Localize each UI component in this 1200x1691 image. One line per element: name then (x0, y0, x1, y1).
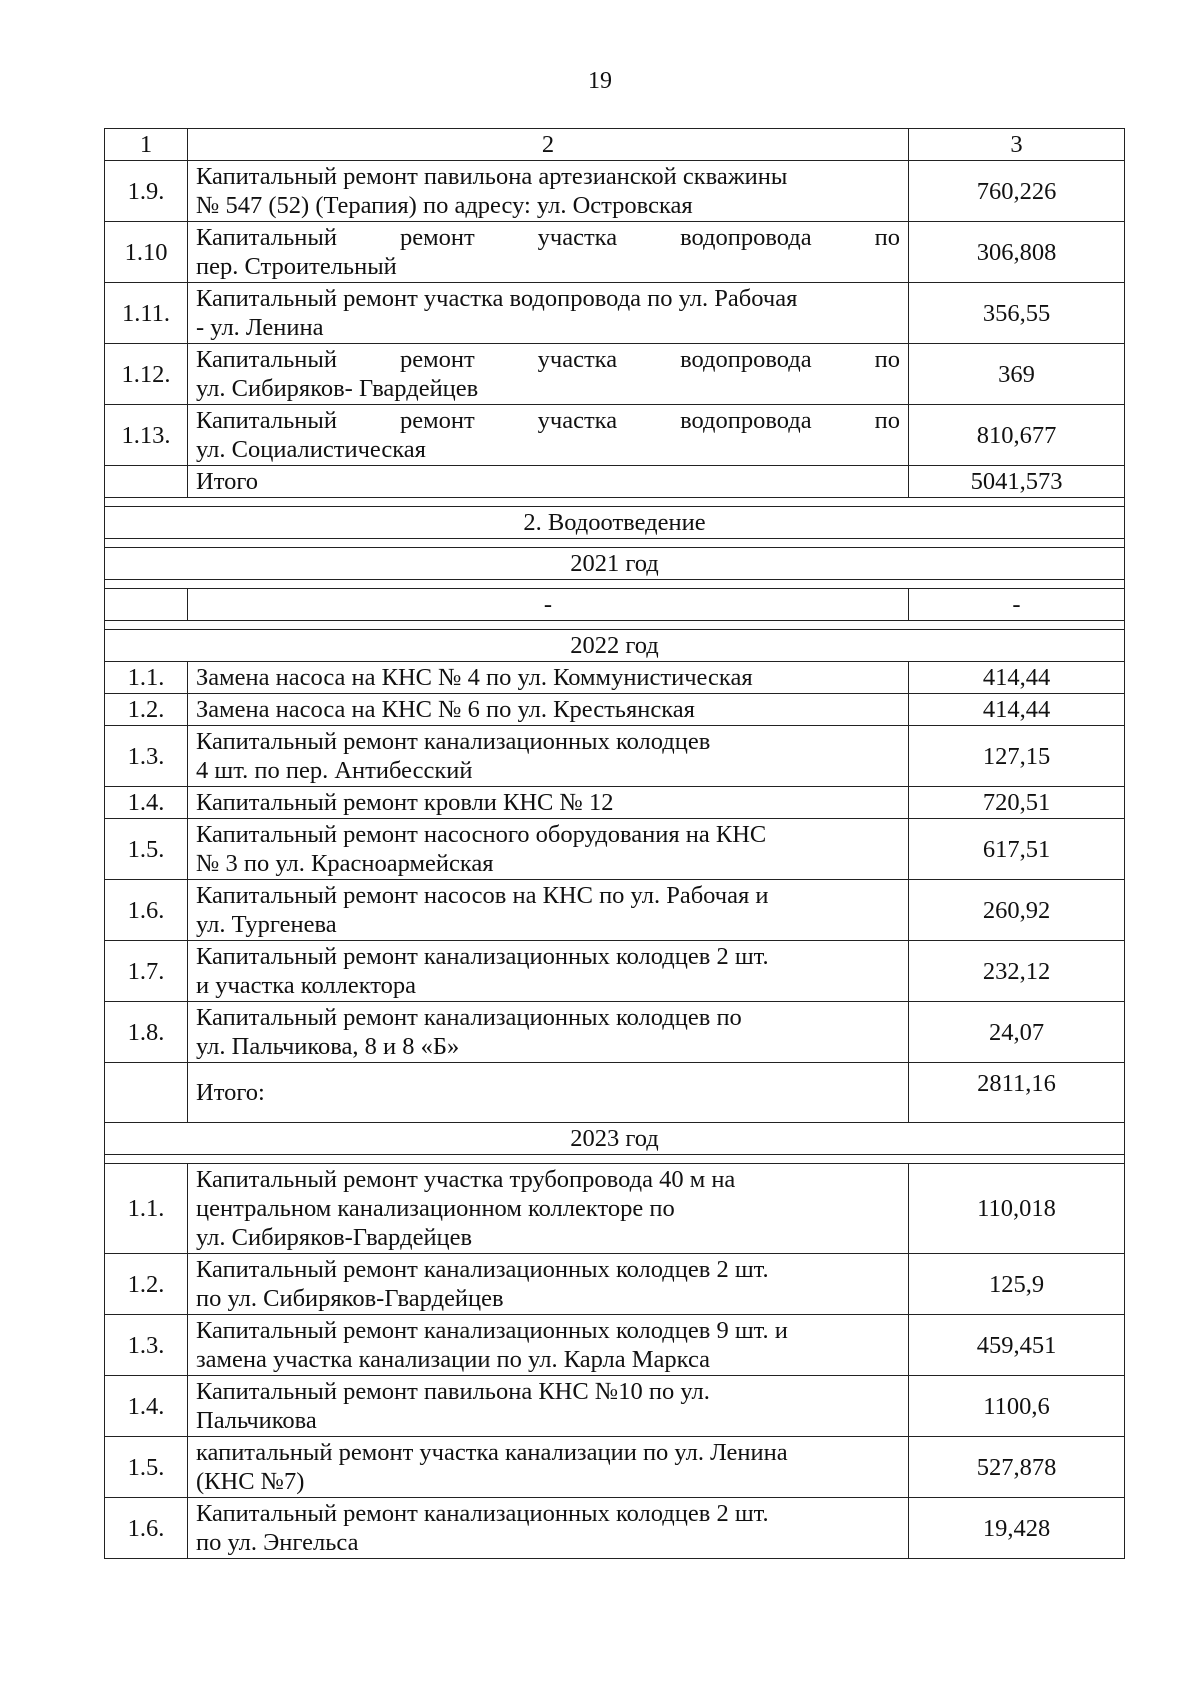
row-number: 1.10 (105, 222, 188, 283)
total-2022-row (105, 1063, 1125, 1123)
description-line: Капитальный ремонт канализационных колодцев по (196, 1004, 742, 1031)
description-line: Капитальный ремонт кровли КНС № 12 (196, 789, 614, 816)
description-line: Капитальный ремонт канализационных колодцев (196, 728, 711, 755)
description-line: Капитальный ремонт участка трубопровода 40 м на (196, 1166, 736, 1193)
row-value: 19,428 (909, 1498, 1125, 1559)
row-number: 1.4. (105, 1376, 188, 1437)
description-line: Капитальный ремонт павильона артезианской скважины (196, 163, 788, 190)
description-line: замена участка канализации по ул. Карла Маркса (196, 1346, 710, 1373)
row-number: 1.6. (105, 1498, 188, 1559)
water-supply-total-row (105, 466, 1125, 498)
description-line: Капитальный ремонт участка водопровода по (196, 346, 900, 373)
total-label: Итого (188, 466, 909, 498)
water-supply-row (105, 405, 1125, 466)
row-description (188, 1437, 909, 1498)
description-line: Капитальный ремонт канализационных колодцев 2 шт. (196, 1500, 769, 1527)
total-value: 5041,573 (909, 466, 1125, 498)
row-number: 1.4. (105, 787, 188, 819)
water-supply-row (105, 283, 1125, 344)
row-description (188, 1498, 909, 1559)
row-number: 1.5. (105, 819, 188, 880)
description-line: Замена насоса на КНС № 6 по ул. Крестьянская (196, 696, 695, 723)
row-number: 1.11. (105, 283, 188, 344)
total-label: Итого: (188, 1063, 909, 1123)
description-line: ул. Сибиряков- Гвардейцев (196, 375, 479, 402)
row-description (188, 161, 909, 222)
row-description (188, 694, 909, 726)
row-description (188, 1254, 909, 1315)
row-number: 1.2. (105, 694, 188, 726)
gap-cell (105, 539, 1125, 548)
description-line: 4 шт. по пер. Антибесский (196, 757, 473, 784)
header-col-3: 3 (909, 129, 1125, 161)
works-table (104, 128, 1125, 1559)
item-2023-row (105, 1315, 1125, 1376)
row-value: 356,55 (909, 283, 1125, 344)
description-line: Капитальный ремонт канализационных колодцев 9 шт. и (196, 1317, 788, 1344)
row-description (188, 662, 909, 694)
item-2022-row (105, 694, 1125, 726)
year-2021-header (105, 548, 1125, 580)
table-gap-row (105, 621, 1125, 630)
table-gap-row (105, 1155, 1125, 1164)
year-2023-header-label: 2023 год (105, 1123, 1125, 1155)
row-value: 110,018 (909, 1164, 1125, 1254)
row-description (188, 222, 909, 283)
row-description (188, 1002, 909, 1063)
item-2022-row (105, 1002, 1125, 1063)
row-value: 369 (909, 344, 1125, 405)
item-2023-row (105, 1254, 1125, 1315)
section-title-sewerage (105, 507, 1125, 539)
description-line: по ул. Энгельса (196, 1529, 359, 1556)
row-value: 127,15 (909, 726, 1125, 787)
row-number: 1.6. (105, 880, 188, 941)
row-value: 24,07 (909, 1002, 1125, 1063)
gap-cell (105, 580, 1125, 589)
row-value: 720,51 (909, 787, 1125, 819)
description-line: Замена насоса на КНС № 4 по ул. Коммунистическая (196, 664, 753, 691)
description-line: (КНС №7) (196, 1468, 305, 1495)
year-2022-header-label: 2022 год (105, 630, 1125, 662)
description-line: по ул. Сибиряков-Гвардейцев (196, 1285, 504, 1312)
row-description (188, 1315, 909, 1376)
row-value: 810,677 (909, 405, 1125, 466)
item-2022-row (105, 880, 1125, 941)
header-col-2: 2 (188, 129, 909, 161)
row-value: 232,12 (909, 941, 1125, 1002)
dash-value: - (909, 589, 1125, 621)
description-line: Капитальный ремонт канализационных колодцев 2 шт. (196, 1256, 769, 1283)
item-2022-row (105, 787, 1125, 819)
dash-description: - (188, 589, 909, 621)
empty-cell (105, 589, 188, 621)
item-2022-row (105, 662, 1125, 694)
row-value: 760,226 (909, 161, 1125, 222)
description-line: и участка коллектора (196, 972, 417, 999)
description-line: Капитальный ремонт участка водопровода по ул. Рабочая (196, 285, 798, 312)
row-value: 306,808 (909, 222, 1125, 283)
row-description (188, 405, 909, 466)
item-2022-row (105, 819, 1125, 880)
empty-2021-row (105, 589, 1125, 621)
row-description (188, 819, 909, 880)
description-line: ул. Пальчикова, 8 и 8 «Б» (196, 1033, 460, 1060)
description-line: Капитальный ремонт участка водопровода по (196, 224, 900, 251)
row-description (188, 1164, 909, 1254)
description-line: Пальчикова (196, 1407, 317, 1434)
description-line: пер. Строительный (196, 253, 397, 280)
row-description (188, 1376, 909, 1437)
description-line: Капитальный ремонт павильона КНС №10 по ул. (196, 1378, 710, 1405)
row-number: 1.1. (105, 662, 188, 694)
water-supply-row (105, 222, 1125, 283)
gap-cell (105, 1155, 1125, 1164)
row-number: 1.1. (105, 1164, 188, 1254)
description-line: капитальный ремонт участка канализации по ул. Ленина (196, 1439, 788, 1466)
year-2021-header-label: 2021 год (105, 548, 1125, 580)
row-value: 459,451 (909, 1315, 1125, 1376)
row-description (188, 787, 909, 819)
water-supply-row (105, 344, 1125, 405)
row-number: 1.9. (105, 161, 188, 222)
description-line: Капитальный ремонт насосного оборудования на КНС (196, 821, 767, 848)
description-line: ул. Сибиряков-Гвардейцев (196, 1224, 473, 1251)
row-description (188, 880, 909, 941)
row-number: 1.12. (105, 344, 188, 405)
total-empty-cell (105, 466, 188, 498)
table-gap-row (105, 539, 1125, 548)
row-number: 1.13. (105, 405, 188, 466)
item-2023-row (105, 1164, 1125, 1254)
gap-cell (105, 498, 1125, 507)
description-line: ул. Тургенева (196, 911, 337, 938)
description-line: Капитальный ремонт участка водопровода по (196, 407, 900, 434)
row-value: 414,44 (909, 694, 1125, 726)
row-number: 1.5. (105, 1437, 188, 1498)
row-value: 125,9 (909, 1254, 1125, 1315)
row-value: 260,92 (909, 880, 1125, 941)
year-2022-header (105, 630, 1125, 662)
year-2023-header (105, 1123, 1125, 1155)
item-2023-row (105, 1376, 1125, 1437)
description-line: № 3 по ул. Красноармейская (196, 850, 494, 877)
description-line: - ул. Ленина (196, 314, 324, 341)
description-line: Капитальный ремонт канализационных колодцев 2 шт. (196, 943, 769, 970)
works-table-body (105, 129, 1125, 1559)
row-number: 1.3. (105, 1315, 188, 1376)
row-number: 1.3. (105, 726, 188, 787)
row-number: 1.7. (105, 941, 188, 1002)
row-value: 1100,6 (909, 1376, 1125, 1437)
row-value: 414,44 (909, 662, 1125, 694)
gap-cell (105, 621, 1125, 630)
row-number: 1.2. (105, 1254, 188, 1315)
row-value: 527,878 (909, 1437, 1125, 1498)
row-value: 617,51 (909, 819, 1125, 880)
description-line: центральном канализационном коллекторе по (196, 1195, 675, 1222)
description-line: ул. Социалистическая (196, 436, 426, 463)
row-description (188, 726, 909, 787)
header-col-1: 1 (105, 129, 188, 161)
table-header-row (105, 129, 1125, 161)
row-number: 1.8. (105, 1002, 188, 1063)
item-2023-row (105, 1437, 1125, 1498)
description-line: Капитальный ремонт насосов на КНС по ул. Рабочая и (196, 882, 769, 909)
table-gap-row (105, 498, 1125, 507)
row-description (188, 283, 909, 344)
total-empty-cell (105, 1063, 188, 1123)
page-number: 19 (588, 68, 612, 94)
row-description (188, 344, 909, 405)
row-description (188, 941, 909, 1002)
item-2022-row (105, 941, 1125, 1002)
description-line: № 547 (52) (Терапия) по адресу: ул. Островская (196, 192, 693, 219)
total-value: 2811,16 (909, 1063, 1125, 1123)
section-title-sewerage-label: 2. Водоотведение (105, 507, 1125, 539)
item-2023-row (105, 1498, 1125, 1559)
table-gap-row (105, 580, 1125, 589)
water-supply-row (105, 161, 1125, 222)
item-2022-row (105, 726, 1125, 787)
